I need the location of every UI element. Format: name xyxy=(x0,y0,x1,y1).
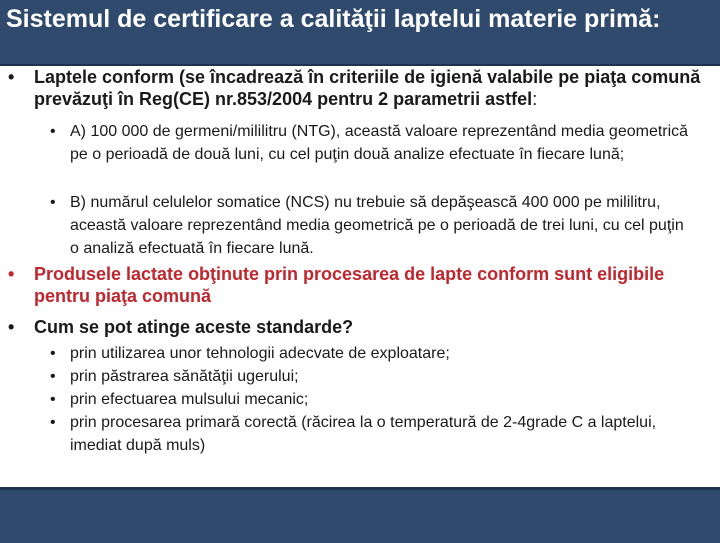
sub-bullet-item xyxy=(50,365,690,388)
bullet-icon: • xyxy=(50,345,56,362)
bullet-item-text: Laptele conform (se încadrează în criteriile de igienă valabile pe piaţa comună prevăzuţi în Reg(CE) nr.853/2004 pentru 2 parametrii astfel: xyxy=(34,67,701,109)
bullet-item-text: Produsele lactate obţinute prin procesarea de lapte conform sunt eligibile pentru piaţa comună xyxy=(34,264,665,306)
sub-bullet-item xyxy=(50,191,690,260)
sub-bullet-item xyxy=(50,388,690,411)
bullet-icon: • xyxy=(8,67,15,87)
bullet-icon: • xyxy=(50,194,56,211)
bullet-icon: • xyxy=(50,123,56,140)
bullet-item-produsele-lactate xyxy=(8,263,708,307)
bullet-item-standarde xyxy=(8,316,708,338)
sub-bullet-text: prin efectuarea mulsului mecanic; xyxy=(70,391,309,408)
sub-bullet-item xyxy=(50,120,690,166)
sub-bullet-text: prin procesarea primară corectă (răcirea la o temperatură de 2-4grade C a laptelui, imediat după muls) xyxy=(70,414,657,454)
sub-bullet-text: prin utilizarea unor tehnologii adecvate de exploatare; xyxy=(70,345,450,362)
bullet-icon: • xyxy=(8,264,15,284)
bullet-icon: • xyxy=(50,414,56,431)
slide-title: Sistemul de certificare a calităţii laptelui materie primă: xyxy=(6,5,661,33)
sub-bullet-text: A) 100 000 de germeni/mililitru (NTG), această valoare reprezentând media geometrică pe o perioadă de două luni, cu cel puţin două analize efectuate în fiecare lună; xyxy=(70,123,689,163)
sub-bullet-text: prin păstrarea sănătăţii ugerului; xyxy=(70,368,299,385)
bullet-icon: • xyxy=(50,391,56,408)
sub-bullet-text: B) numărul celulelor somatice (NCS) nu trebuie să depăşească 400 000 pe mililitru, această valoare reprezentând media geometrică pe o perioadă de trei luni, cu cel puţin o analiză efectuată în fiecare lună. xyxy=(70,194,684,257)
sub-bullet-item xyxy=(50,411,690,457)
bullet-item-text: Cum se pot atinge aceste standarde? xyxy=(34,317,354,337)
sub-bullet-item xyxy=(50,342,690,365)
slide-footer-bar xyxy=(0,487,720,543)
bullet-item-laptele-conform xyxy=(8,66,708,110)
bullet-icon: • xyxy=(8,317,15,337)
bullet-icon: • xyxy=(50,368,56,385)
slide-title-bar xyxy=(0,0,720,66)
